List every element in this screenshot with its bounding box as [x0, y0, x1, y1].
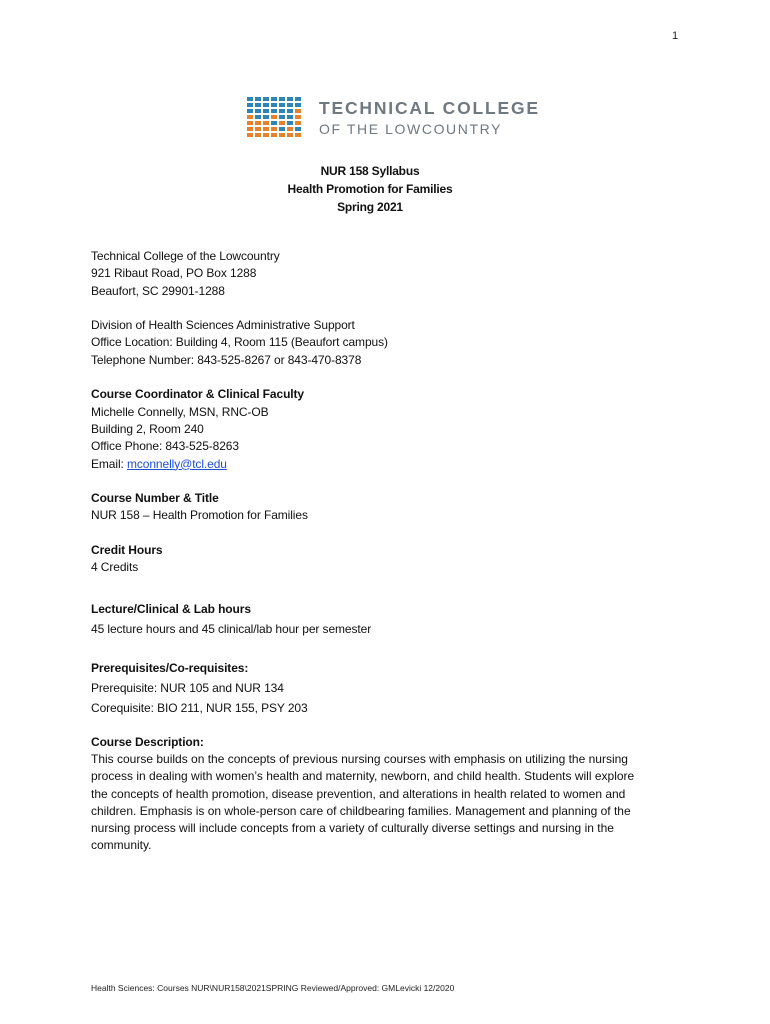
- page-number: 1: [672, 30, 679, 42]
- description-line: nursing process will include concepts from a variety of culturally diverse settings and nursing in the: [91, 821, 614, 836]
- title-line-3: Spring 2021: [337, 200, 403, 214]
- email-label: Email:: [91, 456, 127, 471]
- description-line: This course builds on the concepts of previous nursing courses with emphasis on utilizing the nursing: [91, 751, 628, 766]
- hours-block: [91, 599, 671, 639]
- division-name: Division of Health Sciences Administrative Support: [91, 318, 355, 333]
- logo-mark-icon: [247, 97, 307, 139]
- course-heading: Course Number & Title: [91, 491, 219, 506]
- description-line: process in dealing with women’s health and maternity, newborn, and child health. Students will explore: [91, 769, 635, 784]
- page-footer: Health Sciences: Courses NUR\NUR158\2021SPRING Reviewed/Approved: GMLevicki 12/2020: [91, 983, 455, 993]
- credits-value: 4 Credits: [91, 560, 139, 575]
- prereqs-block: [91, 658, 671, 718]
- college-logo: [247, 97, 540, 139]
- title-line-1: NUR 158 Syllabus: [320, 164, 420, 178]
- credits-block: [91, 542, 671, 577]
- coordinator-email-line: [91, 456, 671, 473]
- division-phone: Telephone Number: 843-525-8267 or 843-470-8378: [91, 352, 362, 367]
- prereqs-heading: Prerequisites/Co-requisites:: [91, 660, 249, 675]
- coordinator-phone: Office Phone: 843-525-8263: [91, 439, 239, 454]
- division-office: Office Location: Building 4, Room 115 (Beaufort campus): [91, 335, 388, 350]
- course-value: NUR 158 – Health Promotion for Families: [91, 508, 308, 523]
- address-block: [91, 248, 671, 300]
- address-street: 921 Ribaut Road, PO Box 1288: [91, 266, 257, 281]
- address-city: Beaufort, SC 29901-1288: [91, 283, 225, 298]
- corequisite-text: Corequisite: BIO 211, NUR 155, PSY 203: [91, 700, 308, 715]
- description-block: [91, 734, 671, 855]
- coordinator-room: Building 2, Room 240: [91, 421, 204, 436]
- division-block: [91, 317, 671, 369]
- hours-value: 45 lecture hours and 45 clinical/lab hour per semester: [91, 621, 372, 636]
- hours-heading: Lecture/Clinical & Lab hours: [91, 601, 251, 616]
- credits-heading: Credit Hours: [91, 543, 163, 558]
- syllabus-body: [91, 248, 671, 855]
- prerequisite-text: Prerequisite: NUR 105 and NUR 134: [91, 680, 284, 695]
- description-line: the concepts of health promotion, disease prevention, and alterations in health related to women and: [91, 786, 626, 801]
- logo-line-2: OF THE LOWCOUNTRY: [319, 121, 503, 138]
- document-title: [0, 162, 740, 216]
- coordinator-name: Michelle Connelly, MSN, RNC-OB: [91, 404, 269, 419]
- description-line: children. Emphasis is on whole-person care of childbearing families. Management and planning of the: [91, 803, 631, 818]
- description-heading: Course Description:: [91, 734, 204, 749]
- logo-wordmark: [319, 97, 540, 138]
- email-link[interactable]: mconnelly@tcl.edu: [126, 456, 227, 471]
- logo-line-1: TECHNICAL COLLEGE: [319, 97, 540, 118]
- course-block: [91, 490, 671, 525]
- coordinator-block: [91, 386, 671, 472]
- address-name: Technical College of the Lowcountry: [91, 249, 280, 263]
- description-line: community.: [91, 838, 152, 853]
- title-line-2: Health Promotion for Families: [287, 182, 453, 196]
- coordinator-heading: Course Coordinator & Clinical Faculty: [91, 387, 304, 402]
